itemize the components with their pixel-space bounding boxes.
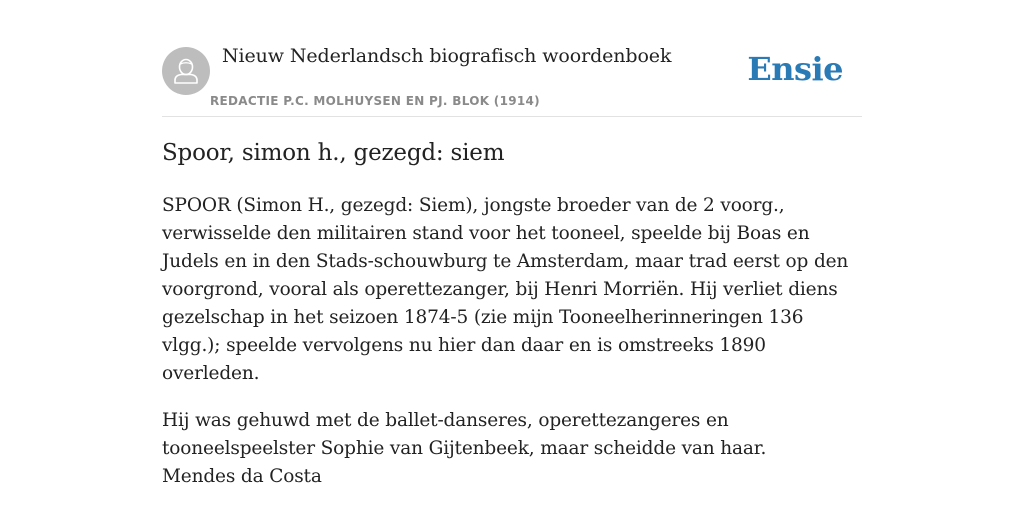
ensie-logo[interactable]: Ensie — [747, 50, 843, 88]
entry-paragraph: Hij was gehuwd met de ballet-danseres, operettezangeres en tooneelspeelster Sophie van Gijtenbeek, maar scheidde van haar. — [162, 410, 767, 459]
user-icon — [162, 47, 210, 95]
entry-title: Spoor, simon h., gezegd: siem — [162, 140, 505, 166]
book-title[interactable]: Nieuw Nederlandsch biografisch woordenboek — [222, 45, 672, 67]
page — [162, 0, 862, 487]
entry-body — [162, 192, 862, 482]
editors-line: REDACTIE P.C. MOLHUYSEN EN PJ. BLOK (1914) — [210, 94, 540, 108]
entry-author: Mendes da Costa — [162, 466, 322, 487]
header — [162, 0, 862, 117]
entry-paragraph: SPOOR (Simon H., gezegd: Siem), jongste broeder van de 2 voorg., verwisselde den militairen stand voor het tooneel, speelde bij Boas en Judels en in den Stads-schouwburg te Amsterdam, maar trad eerst op den voorgrond, vooral als operettezanger, bij Henri Morriën. Hij verliet diens gezelschap in het seizoen 1874-5 (zie mijn Tooneelherinneringen 136 vlgg.); speelde vervolgens nu hier dan daar en is omstreeks 1890 overleden. — [162, 195, 849, 384]
avatar[interactable] — [162, 47, 210, 95]
